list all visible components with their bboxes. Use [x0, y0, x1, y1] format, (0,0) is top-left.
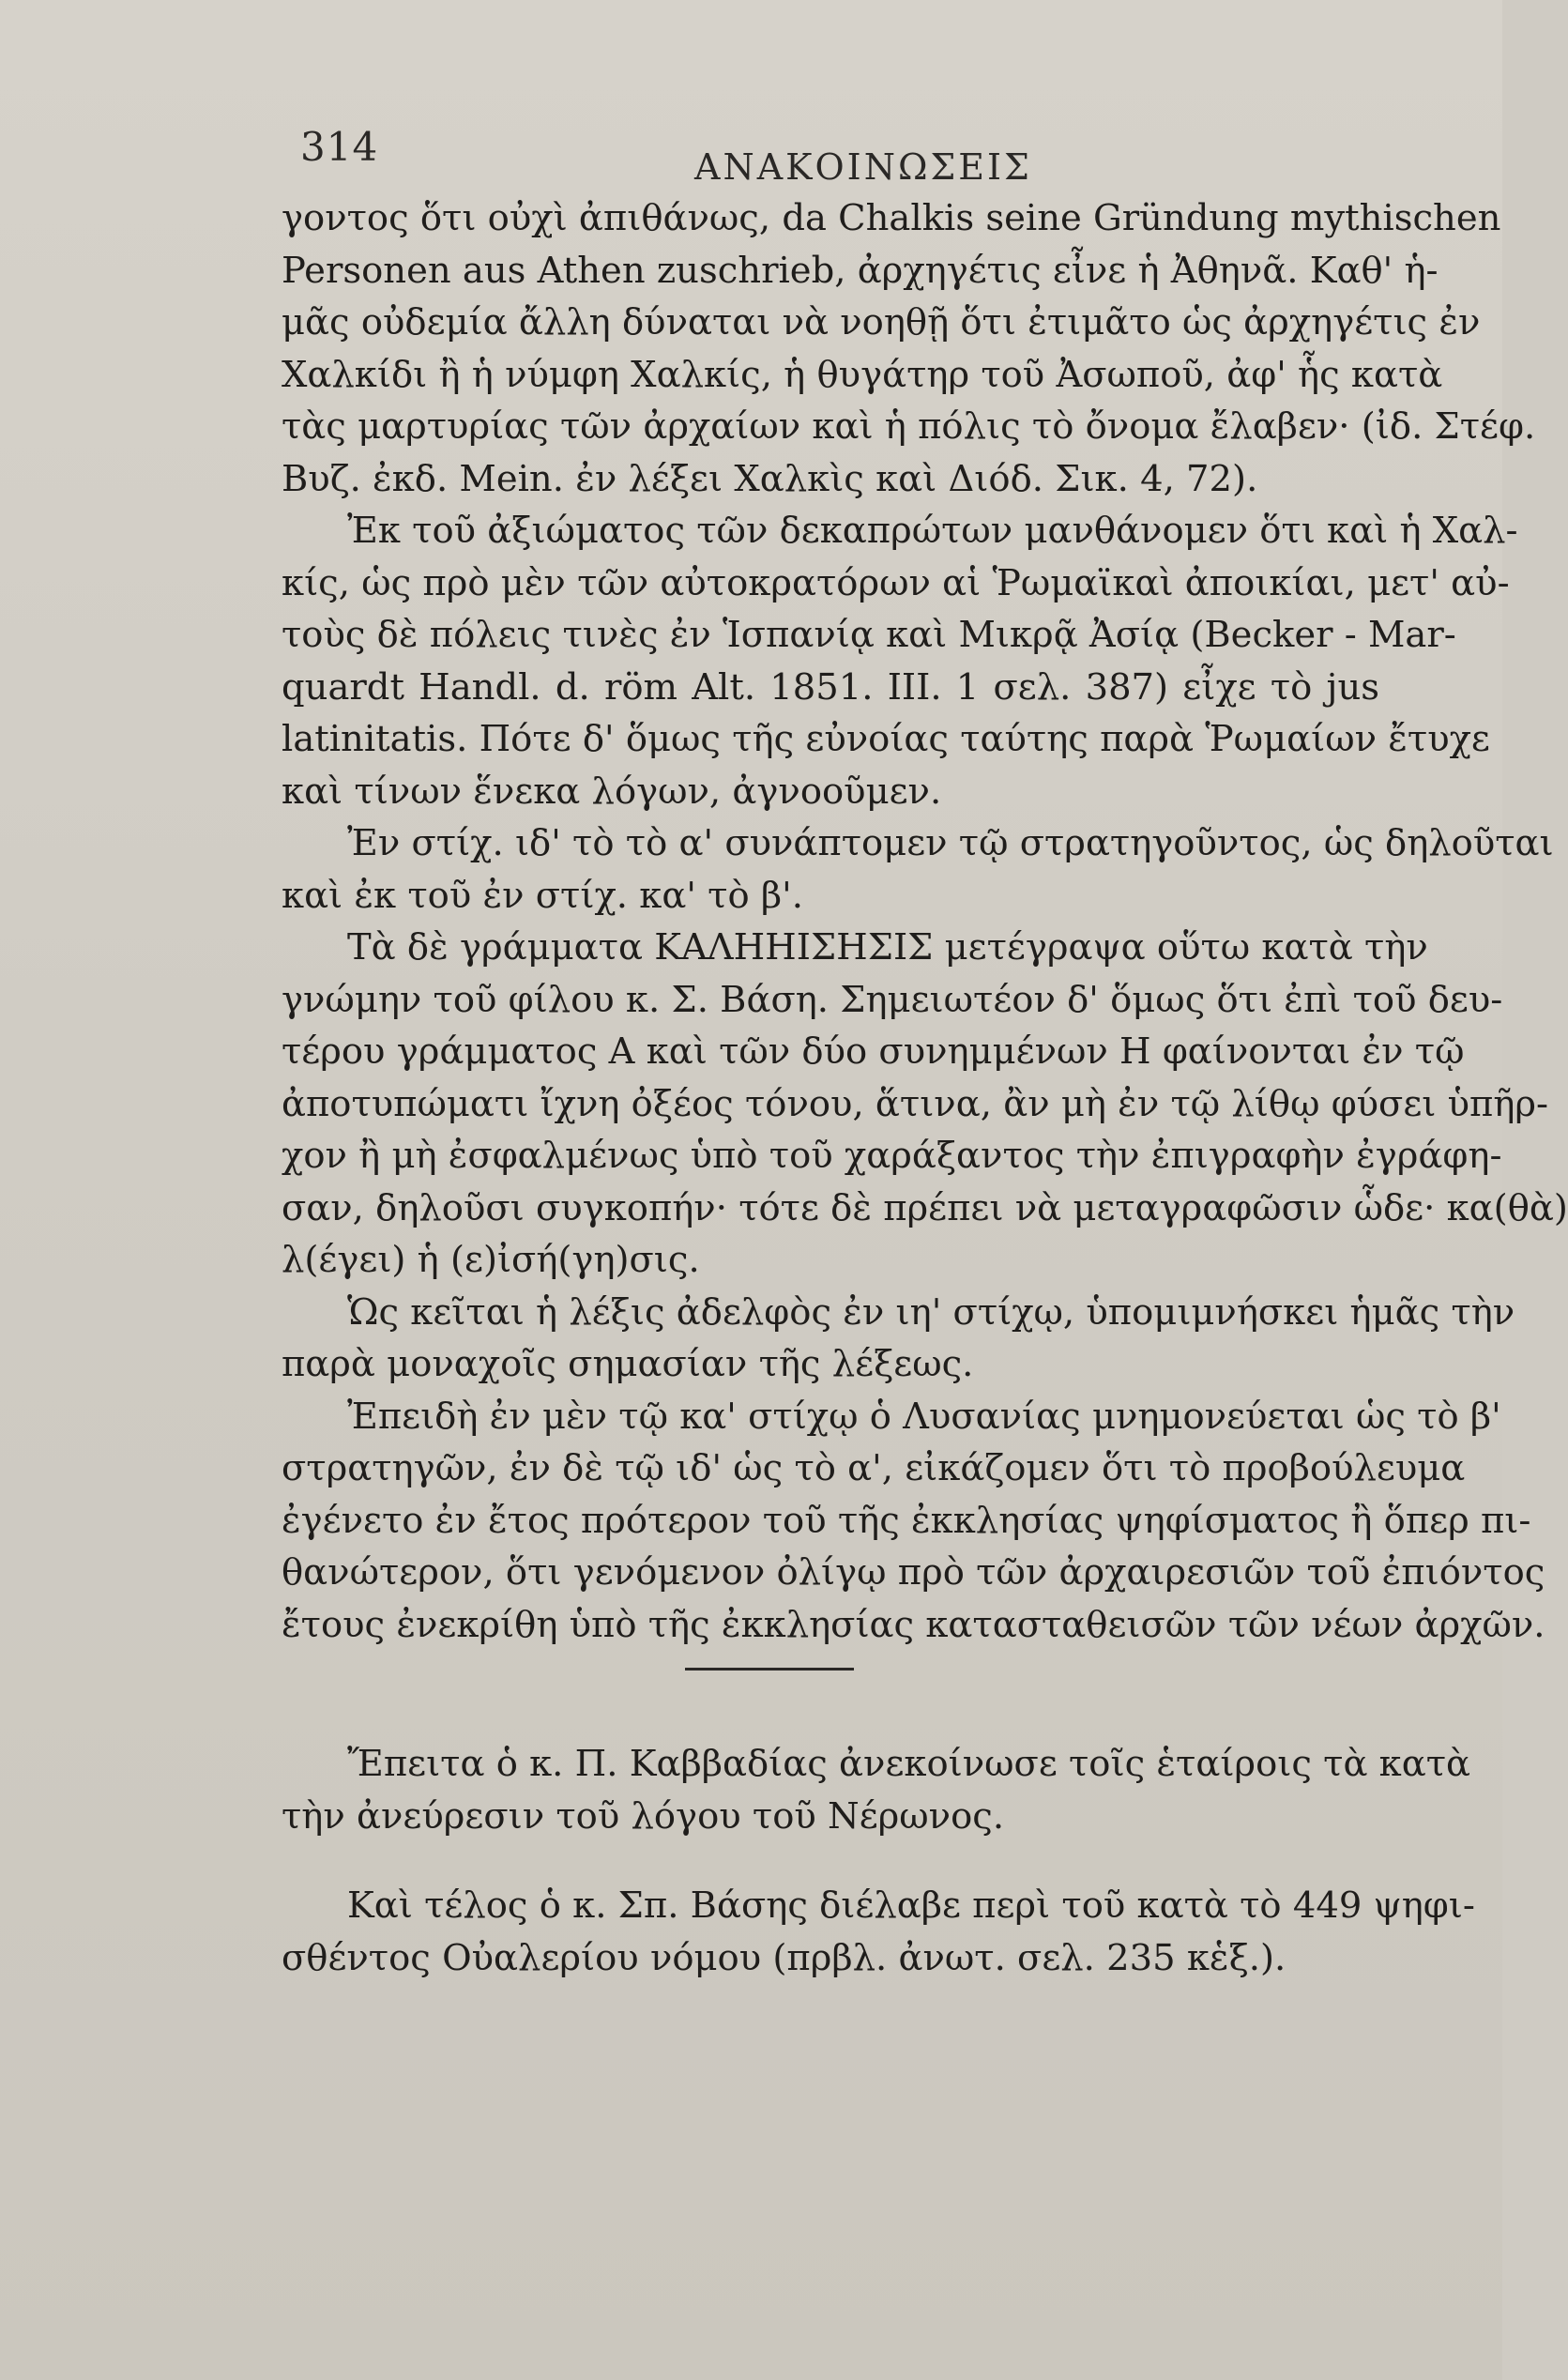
text-line: Personen aus Athen zuschrieb, ἀρχηγέτις εἶνε ἡ Ἀθηνᾶ. Καθ' ἡ-: [282, 249, 1439, 292]
text-line: γνώμην τοῦ φίλου κ. Σ. Βάση. Σημειωτέον δ' ὅμως ὅτι ἐπὶ τοῦ δευ-: [282, 978, 1503, 1021]
text-line: χον ἢ μὴ ἐσφαλμένως ὑπὸ τοῦ χαράξαντος τὴν ἐπιγραφὴν ἐγράφη-: [282, 1135, 1502, 1177]
text-line: μᾶς οὐδεμία ἄλλη δύναται νὰ νοηθῇ ὅτι ἐτιμᾶτο ὡς ἀρχηγέτις ἐν: [282, 301, 1481, 343]
paragraph: [282, 192, 1536, 505]
text-line: Χαλκίδι ἢ ἡ νύμφη Χαλκίς, ἡ θυγάτηρ τοῦ Ἀσωποῦ, ἀφ' ἧς κατὰ: [282, 353, 1443, 396]
paragraph: [282, 922, 1568, 1287]
text-line: Ἔπειτα ὁ κ. Π. Καββαδίας ἀνεκοίνωσε τοῖς ἑταίροις τὰ κατὰ: [347, 1743, 1471, 1785]
text-line: λ(έγει) ἡ (ε)ἰσή(γη)σις.: [282, 1239, 700, 1281]
text-line: καὶ ἐκ τοῦ ἐν στίχ. κα' τὸ β'.: [282, 874, 803, 917]
text-line: κίς, ὡς πρὸ μὲν τῶν αὐτοκρατόρων αἱ Ῥωμαϊκαὶ ἀποικίαι, μετ' αὐ-: [282, 561, 1510, 604]
body-text: [282, 192, 1568, 1984]
text-line: Ἐν στίχ. ιδ' τὸ τὸ α' συνάπτομεν τῷ στρατηγοῦντος, ὡς δηλοῦται: [347, 822, 1554, 864]
page-number: 314: [300, 124, 379, 170]
paragraph: [282, 1880, 1475, 1984]
text-line: σθέντος Οὐαλερίου νόμου (πρβλ. ἀνωτ. σελ. 235 κἑξ.).: [282, 1936, 1286, 1979]
paragraph: [282, 1391, 1545, 1652]
text-line: Ὡς κεῖται ἡ λέξις ἀδελφὸς ἐν ιη' στίχῳ, ὑπομιμνήσκει ἡμᾶς τὴν: [347, 1290, 1515, 1334]
text-line: τοὺς δὲ πόλεις τινὲς ἐν Ἱσπανίᾳ καὶ Μικρᾷ Ἀσίᾳ (Becker - Mar-: [282, 614, 1456, 656]
text-line: καὶ τίνων ἕνεκα λόγων, ἀγνοοῦμεν.: [282, 770, 942, 813]
text-line: Ἐπειδὴ ἐν μὲν τῷ κα' στίχῳ ὁ Λυσανίας μνημονεύεται ὡς τὸ β': [347, 1395, 1501, 1438]
text-line: ἀποτυπώματι ἴχνη ὀξέος τόνου, ἅτινα, ἂν μὴ ἐν τῷ λίθῳ φύσει ὑπῆρ-: [282, 1082, 1549, 1125]
page-header: [0, 113, 1502, 197]
text-line: ἔτους ἐνεκρίθη ὑπὸ τῆς ἐκκλησίας κατασταθεισῶν τῶν νέων ἀρχῶν.: [282, 1603, 1545, 1646]
text-line: τὴν ἀνεύρεσιν τοῦ λόγου τοῦ Νέρωνος.: [282, 1794, 1005, 1838]
text-line: quardt Handl. d. röm Alt. 1851. III. 1 σελ. 387) εἶχε τὸ jus: [282, 665, 1379, 709]
running-title: ΑΝΑΚΟΙΝΩΣΕΙΣ: [694, 146, 1032, 188]
text-line: Βυζ. ἐκδ. Mein. ἐν λέξει Χαλκὶς καὶ Διόδ. Σικ. 4, 72).: [282, 457, 1258, 500]
text-line: θανώτερον, ὅτι γενόμενον ὀλίγῳ πρὸ τῶν ἀρχαιρεσιῶν τοῦ ἐπιόντος: [282, 1551, 1545, 1594]
text-line: σαν, δηλοῦσι συγκοπήν· τότε δὲ πρέπει νὰ μεταγραφῶσιν ὧδε· κα(θὰ): [282, 1186, 1568, 1229]
text-line: ἐγένετο ἐν ἔτος πρότερον τοῦ τῆς ἐκκλησίας ψηφίσματος ἢ ὅπερ πι-: [282, 1499, 1531, 1542]
text-line: παρὰ μοναχοῖς σημασίαν τῆς λέξεως.: [282, 1343, 974, 1385]
text-line: Τὰ δὲ γράμματα ΚΑΛΗΗΙΣΗΣΙΣ μετέγραψα οὕτω κατὰ τὴν: [347, 926, 1428, 969]
text-line: latinitatis. Πότε δ' ὅμως τῆς εὐνοίας ταύτης παρὰ Ῥωμαίων ἔτυχε: [282, 718, 1490, 760]
paragraph: [282, 1738, 1471, 1842]
paragraph: [282, 505, 1518, 817]
text-line: τὰς μαρτυρίας τῶν ἀρχαίων καὶ ἡ πόλις τὸ ὄνομα ἔλαβεν· (ἰδ. Στέφ.: [282, 405, 1536, 448]
paragraph: [282, 817, 1554, 922]
text-line: Καὶ τέλος ὁ κ. Σπ. Βάσης διέλαβε περὶ τοῦ κατὰ τὸ 449 ψηφι-: [347, 1884, 1475, 1927]
text-line: τέρου γράμματος Α καὶ τῶν δύο συνημμένων Η φαίνονται ἐν τῷ: [282, 1030, 1465, 1073]
text-line: στρατηγῶν, ἐν δὲ τῷ ιδ' ὡς τὸ α', εἰκάζομεν ὅτι τὸ προβούλευμα: [282, 1447, 1466, 1489]
text-line: γοντος ὅτι οὐχὶ ἀπιθάνως, da Chalkis seine Gründung mythischen: [282, 197, 1501, 239]
paragraph: [282, 1287, 1515, 1391]
text-line: Ἐκ τοῦ ἀξιώματος τῶν δεκαπρώτων μανθάνομεν ὅτι καὶ ἡ Χαλ-: [347, 510, 1518, 552]
